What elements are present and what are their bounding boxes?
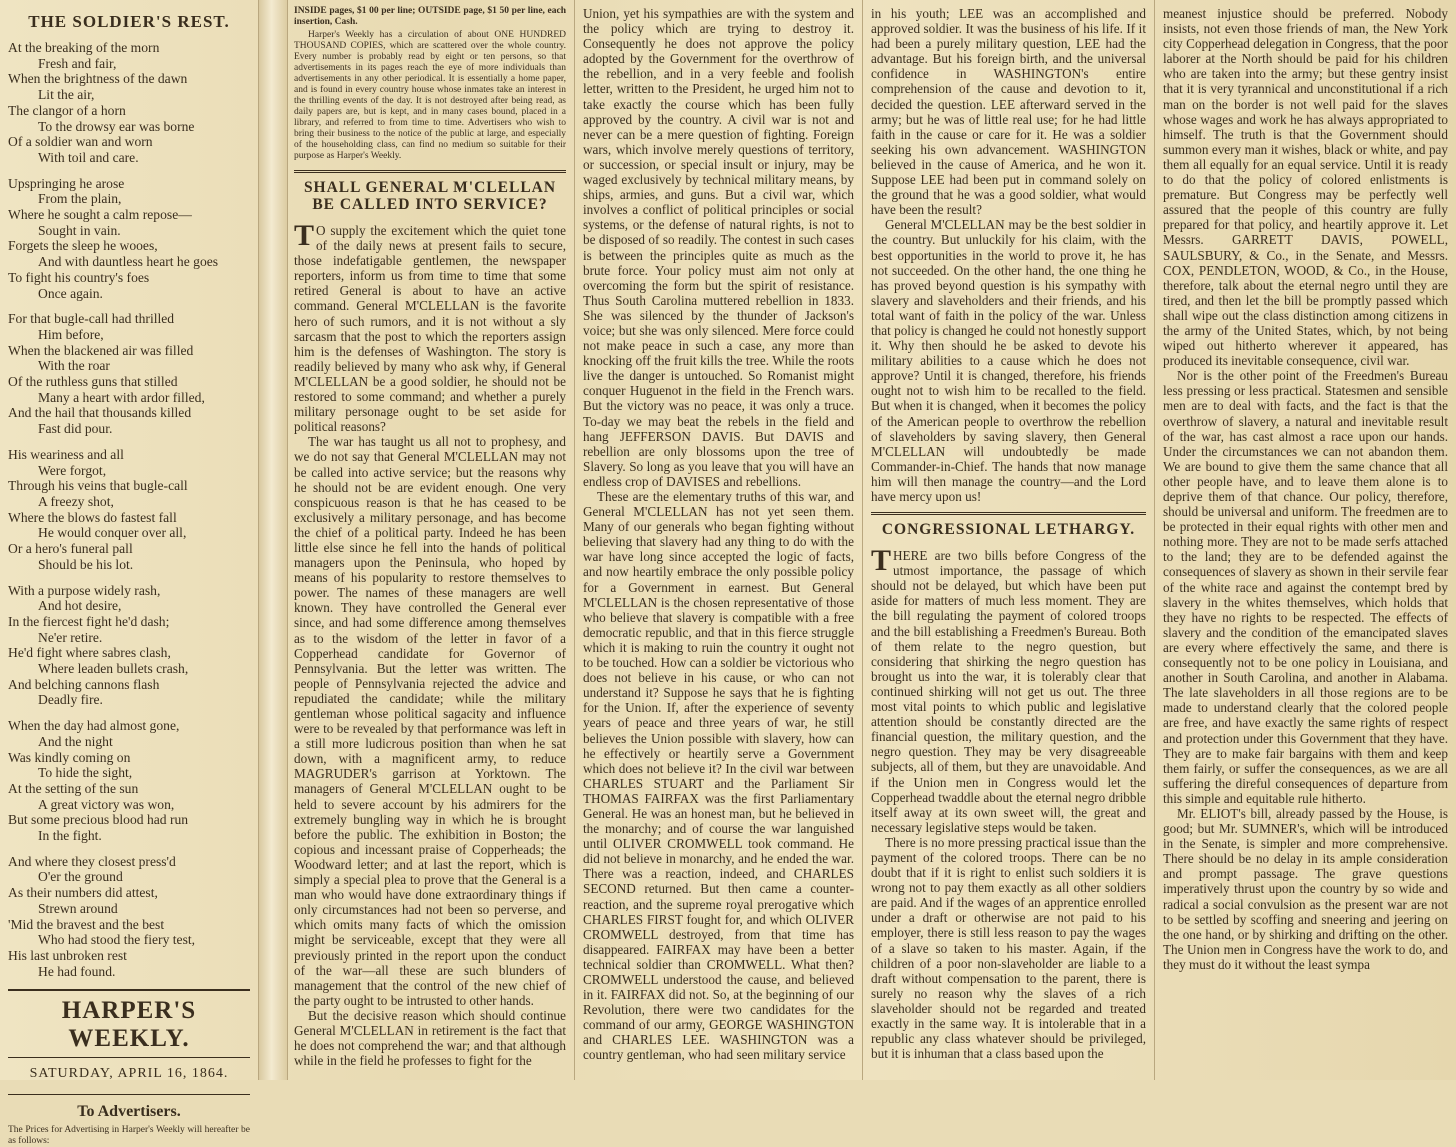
poem-line: In the fight. [38, 828, 102, 844]
poem-body [8, 40, 250, 979]
poem-stanza [8, 583, 250, 709]
poem-line: Sought in vain. [38, 222, 121, 238]
poem-line: When the blackened air was filled [8, 342, 194, 358]
poem-line: 'Mid the bravest and the best [8, 916, 165, 932]
poem-title: THE SOLDIER'S REST. [28, 12, 230, 31]
poem-stanza [8, 311, 250, 437]
poem-line: And the night [38, 733, 113, 749]
masthead-name: HARPER'S WEEKLY. [61, 997, 197, 1053]
poem-stanza [8, 718, 250, 844]
poem-line: Should be his lot. [38, 556, 134, 572]
column-1 [0, 0, 258, 1147]
poem-line: And the hail that thousands killed [8, 405, 192, 421]
poem-line: Him before, [38, 326, 104, 342]
poem-stanza [8, 40, 250, 166]
poem-line: The clangor of a horn [8, 102, 126, 118]
poem-line: From the plain, [38, 191, 122, 207]
poem-line: To the drowsy ear was borne [38, 118, 195, 134]
article-paragraph: The war has taught us all not to prophesy, and we do not say that General M'CLELLAN may not be called into active service; but the reasons why he should not be are evident enough. One very conspicuous reason is that he has ceased to be exclusively a military personage, and has become the chief of a political party. Indeed he has been little else since he fell into the hands of political managers upon the Peninsula, who hoped by means of his popularity to restore themselves to power. The names of these managers are well known. They have controlled the General ever since, and had some difference among themselves as to the wisdom of the letter in favor of a Copperhead candidate for Governor of Pennsylvania. But the letter was written. The people of Pennsylvania rejected the advice and repudiated the candidate; while the military gentleman whose political sagacity and influence were to be revealed by that performance was left in a still more ludicrous position than when he sat down, with a magnificent army, to reduce MAGRUDER's garrison at Yorktown. The managers of General M'CLELLAN ought to be held to severe account by his admirers for the extremely bungling way in which he is brought before the public. The exhibition in Boston; the copious and incessant praise of Copperheads; the Woodward letter; and at last the report, which is simply a special plea to prove that the General is a man who would have done extraordinary things if only circumstances had not been so perverse, and which omits many facts of which the omission might be serviceable, except that they were all previously printed in the report upon the conduct of the war—all these are such blunders of management that the control of the new chief of the party ought to be intrusted to other hands. [294, 434, 566, 1008]
advertisers-text: The Prices for Advertising in Harper's Weekly will hereafter be as follows: [8, 1125, 250, 1147]
article-title-congressional: CONGRESSIONAL LETHARGY. [881, 521, 1136, 539]
poem-stanza [8, 447, 250, 573]
poem-line: And with dauntless heart he goes [38, 254, 219, 270]
poem-stanza [8, 176, 250, 302]
poem-line: Ne'er retire. [38, 629, 103, 645]
article-paragraph: Nor is the other point of the Freedmen's Bureau less pressing or less practical. Statesmen and sensible men are to deal with facts, and the fact is that the overthrow of slavery, a natural and inevitable result of the war, has cast almost a race upon our hands. Under the circumstances we can not abandon them. We are bound to give them the same chance that all other people have, and to leave them alone is to deprive them of that chance. Our policy, therefore, should be universal and uniform. The freedmen are to be protected in their equal rights with other men and nothing more. They are not to be made serfs attached to the land; they are to be defended against the consequences of slavery as shown in their servile fear of the white race and against the contempt bred by slavery in the whites themselves, which holds that they have no rights to be respected. The effects of slavery and the condition of the emancipated slaves are every where effectively the same, and there is consequently not to be one policy in Louisiana, and another in South Carolina, and another in Alabama. The late slaveholders in all those regions are to be made to understand clearly that the colored people are free, and have exactly the same rights of respect and protection under this Government that they have. They are to make fair bargains with them and keep them fairly, or suffer the consequences, as we are all suffering the direful consequences of departure from this simple and equitable rule hitherto. [1163, 368, 1448, 806]
circulation-notice: Harper's Weekly has a circulation of about ONE HUNDRED THOUSAND COPIES, which are scattered over the whole country. Every number is probably read by eight or ten persons, so that advertisements in its pages reach the eye of more individuals than advertisements in any other periodical. It is essentially a home paper, and is found in every country house whose inmates take an interest in the thrilling events of the day. It is not destroyed after being read, as daily papers are, but is kept, and in many cases bound, placed in a library, and referred to from time to time. Advertisers who wish to bring their business to the notice of the public at large, and especially of the householding class, can find no medium so suitable for their purpose as Harper's Weekly. [294, 30, 566, 161]
poem-line: Was kindly coming on [8, 749, 131, 765]
poem-line: At the breaking of the morn [8, 40, 160, 55]
poem-line: And hot desire, [38, 598, 122, 614]
poem-line: With toil and care. [38, 149, 139, 165]
article-paragraph-continued: meanest injustice should be preferred. Nobody insists, not even those friends of man, the New York city Copperhead delegation in Congress, that the poor laborer at the North should be paid for his children who are taken into the army; but these gentry insist that it is very tyrannical and unconstitutional if a rich man on the border is not well paid for the slaves whose wages and work he has always appropriated to himself. The truth is that the Government should summon every man it wishes, black or white, and pay them all equally for an equal service. Until it is ready to do that the policy of colored enlistments is premature. But Congress may be perfectly well assured that the people of this country are fully prepared for that policy, and heartily approve it. Let Messrs. GARRETT DAVIS, POWELL, SAULSBURY, & Co., in the Senate, and Messrs. COX, PENDLETON, WOOD, & Co., in the House, therefore, talk about the eternal negro until they are tired, and then let the bill be promptly passed which shall wipe out the class distinction among citizens in the army of the United States, which, by not being wiped out hitherto wherever it appeared, has produced its inevitable consequence, civil war. [1163, 6, 1448, 369]
article-paragraph: But the decisive reason which should continue General M'CLELLAN in retirement is the fact that he does not comprehend the war; and that although while in the field he professes to fight for the [294, 1007, 566, 1069]
poem-line: Forgets the sleep he wooes, [8, 238, 158, 254]
article-paragraph: Mr. ELIOT's bill, already passed by the House, is good; but Mr. SUMNER's, which will be introduced in the Senate, is simpler and more comprehensive. There should be no delay in its ample consideration and prompt passage. The grave questions imperatively thrust upon the country by so wide and radical a social convulsion as the present war are not to be settled by scoffing and sneering and jeering on the one hand, or by shirking and drifting on the other. The Union men in Congress have the work to do, and they must do it without the least sympa [1163, 805, 1448, 972]
poem-line: Lit the air, [38, 87, 95, 103]
article-mcclellan-conclusion [871, 6, 1146, 504]
article-paragraph: There is no more pressing practical issue than the payment of the colored troops. There can be no doubt that if it is right to enlist such soldiers it is wrong not to pay them exactly as all other soldiers are paid. And if the wages of an apprentice enrolled under a draft or otherwise are not paid to his employer, there is still less reason to pay the wages of a slave so taken to his master. Again, if the children of a poor non-slaveholder are liable to a draft without compensation to the parent, there is surely no reason why the slaves of a rich slaveholder should not be regarded and treated exactly in the same way. It is intolerable that in a republic any class whatever should be privileged, but it is inhuman that a class based upon the [871, 834, 1146, 1062]
poem-line: At the setting of the sun [8, 780, 139, 796]
issue-date: SATURDAY, APRIL 16, 1864. [29, 1066, 229, 1082]
column-5 [1154, 0, 1456, 1080]
poem-line: He had found. [38, 963, 116, 979]
poem-line: Of the ruthless guns that stilled [8, 374, 178, 390]
poem-line: To fight his country's foes [8, 269, 150, 285]
poem-line: Where the blows do fastest fall [8, 509, 177, 525]
poem-line: Were forgot, [38, 462, 107, 478]
poem-line: Fresh and fair, [38, 55, 117, 71]
poem-line: Where leaden bullets crash, [38, 661, 189, 677]
poem-line: Strewn around [38, 900, 118, 916]
poem-line: Upspringing he arose [8, 175, 125, 191]
article-paragraph-continued: in his youth; LEE was an accomplished and approved soldier. It was the business of his life. If it had been a purely military question, LEE had the advantage. But his foreign birth, and the universal confidence in WASHINGTON's entire comprehension of the cause and devotion to it, decided the question. LEE afterward served in the army; but he was of little real use; for he had little faith in the cause or care for it. He was a soldier seeking his own advancement. WASHINGTON believed in the cause of America, and he won it. Suppose LEE had been put in command solely on the ground that he was a good soldier, what would have been the result? [871, 6, 1146, 218]
column-4 [862, 0, 1154, 1080]
poem-line: As their numbers did attest, [8, 885, 158, 901]
poem-stanza [8, 854, 250, 980]
poem-line: A great victory was won, [38, 796, 175, 812]
page-gutter [258, 0, 288, 1080]
poem-line: To hide the sight, [38, 765, 133, 781]
advertising-rates: INSIDE pages, $1 00 per line; OUTSIDE page, $1 50 per line, each insertion, Cash. [294, 6, 566, 27]
article-mcclellan-body [294, 219, 566, 1069]
poem-line: He'd fight where sabres clash, [8, 645, 171, 661]
poem-line: And belching cannons flash [8, 676, 160, 692]
poem-line: Who had stood the fiery test, [38, 932, 196, 948]
poem-line: Many a heart with ardor filled, [38, 389, 205, 405]
column-3 [574, 0, 862, 1080]
article-paragraph: THERE are two bills before Congress of the utmost importance, the passage of which should not be delayed, but which have been put aside for matters of much less moment. They are the bill regulating the payment of colored troops and the bill establishing a Freedmen's Bureau. Both of them relate to the negro question, but considering that shirking the negro question has brought us into the war, it is tolerably clear that continued shirking will not get us out. The three most vital points to which public and legislative attention should be constantly directed are the financial question, the military question, and the negro question. They may be very disagreeable subjects, all of them, but they are unavoidable. And if the Union men in Congress would let the Copperhead twaddle about the eternal negro dribble itself away at its own sweet will, the great and necessary legislative steps would be taken. [871, 544, 1146, 835]
article-paragraph: These are the elementary truths of this war, and General M'CLELLAN has not yet seen them. Many of our generals who began fighting without believing that slavery had any thing to do with the war have long since accepted the logic of facts, and now heartily embrace the only possible policy for a Government in earnest. But General M'CLELLAN is the chosen representative of those who believe that slavery is compatible with a free democratic republic, and that in this fierce struggle which it is making to ruin the country it ought not to be touched. How can a soldier be victorious who does not believe in his cause, or who can not understand it? Suppose he says that he is fighting for the Union. If, after the experience of seventy years of peace and three years of war, he still believes the Union possible with slavery, how can he effectively or heartily serve a Government which does not believe it? In the civil war between CHARLES STUART and the Parliament Sir THOMAS FAIRFAX was the first Parliamentary General. He was an honest man, but he believed in the monarchy; and of course the war languished until OLIVER CROMWELL took command. He did not believe in monarchy, and he ended the war. There was a reaction, indeed, and CHARLES SECOND returned. But then came a counter-reaction, and the supreme royal prerogative which CHARLES FIRST fought for, and which OLIVER CROMWELL destroyed, from that time has disappeared. FAIRFAX may have been a better technical soldier than CROMWELL. What then? CROMWELL understood the cause, and believed in it. FAIRFAX did not. So, at the beginning of our Revolution, there were two candidates for the command of our army, GEORGE WASHINGTON and CHARLES LEE. WASHINGTON was a country gentleman, who had seen military service [583, 489, 855, 1063]
masthead [8, 989, 250, 1058]
poem-line: With the roar [38, 358, 110, 374]
poem-line: Through his veins that bugle-call [8, 478, 188, 494]
poem-line: Fast did pour. [38, 421, 113, 437]
advertisers-heading: To Advertisers. [8, 1094, 250, 1121]
poem-line: Deadly fire. [38, 692, 103, 708]
poem-line: In the fiercest fight he'd dash; [8, 613, 170, 629]
poem-line: For that bugle-call had thrilled [8, 311, 175, 327]
poem-line: A freezy shot, [38, 493, 114, 509]
poem-line: His weariness and all [8, 446, 124, 462]
article-title-mcclellan: SHALL GENERAL M'CLELLAN BE CALLED INTO SERVICE? [303, 179, 557, 213]
poem-line: When the brightness of the dawn [8, 71, 188, 87]
article-paragraph: TO supply the excitement which the quiet tone of the daily news at present fails to secure, those indefatigable gentlemen, the newspaper reporters, inform us from time to time that some retired General is about to have an active command. General M'CLELLAN is the favorite hero of such rumors, and it is not without a sly sarcasm that the post to which the reporters assign him is the defenses of Washington. The story is readily believed by many who ask why, if General M'CLELLAN be a good soldier, he should not be restored to some command; and whether a purely military personage ought to be set aside for political reasons? [294, 219, 566, 435]
article-mcclellan-continued [583, 6, 854, 1063]
section-divider [871, 512, 1146, 515]
poem-line: And where they closest press'd [8, 853, 176, 869]
poem-line: Where he sought a calm repose— [8, 207, 192, 223]
article-paragraph-continued: Union, yet his sympathies are with the system and the policy which are trying to destroy it. Consequently he does not approve the policy adopted by the Government for the overthrow of the rebellion, and in a very feeble and foolish letter, written to the President, he urged him not to take exactly the course which has been fully approved by the country. A civil war is not and never can be a mere question of fighting. Foreign wars, which involve merely questions of territory, or succession, or special insult or injury, may be waged exclusively by technical military means, by ships, armies, and guns. But a civil war, which involves a conflict of political principles or social systems, or the defense of natural rights, is not to be disposed of so readily. The contest in such cases is between the principles quite as much as the brute force. Your policy must aim not only at overcoming the form but the spirit of resistance. Thus South Carolina muttered rebellion in 1833. She was silenced by the thunder of Jackson's voice; but she was only silenced. Mere force could not make peace in such a case, any more than knocking off the fruit kills the tree. While the roots live the danger is untouched. So Romanist might conquer Huguenot in the field in the French wars. But the victory was no peace, it was only a truce. To-day we may beat the rebels in the field and hang JEFFERSON DAVIS. But DAVIS and rebellion are only blossoms upon the tree of Slavery. So long as you leave that you will have an endless crop of DAVISES and rebellions. [583, 6, 854, 489]
poem-line: When the day had almost gone, [8, 718, 180, 734]
poem-line: O'er the ground [38, 869, 123, 885]
poem-line: Once again. [38, 285, 103, 301]
poem-line: Or a hero's funeral pall [8, 541, 133, 557]
article-congressional-continued [1163, 6, 1448, 972]
poem-line: But some precious blood had run [8, 812, 189, 828]
article-paragraph: General M'CLELLAN may be the best soldier in the country. But unluckily for his claim, with the best opportunities in the world to prove it, he has not succeeded. On the other hand, the one thing he has proved beyond question is his sympathy with slavery and slaveholders and their friends, and his total want of faith in the policy of the war. Unless that policy is changed he could not honestly support it. Why then should he be asked to devote his military abilities to a cause which he does not approve? Until it is changed, therefore, his friends ought not to wish him to be recalled to the field. But when it is changed, when it becomes the policy of the American people to overthrow the rebellion of slaveholders by saving slavery, then General M'CLELLAN will undoubtedly be made Commander-in-Chief. The hands that now manage him will then manage the country—and the Lord have mercy upon us! [871, 217, 1146, 504]
poem-line: His last unbroken rest [8, 947, 127, 963]
section-divider [294, 170, 566, 173]
poem-line: Of a soldier wan and worn [8, 134, 153, 150]
poem-line: He would conquer over all, [38, 525, 187, 541]
article-congressional-body [871, 544, 1146, 1062]
poem-line: With a purpose widely rash, [8, 582, 161, 598]
column-2 [286, 0, 574, 1080]
